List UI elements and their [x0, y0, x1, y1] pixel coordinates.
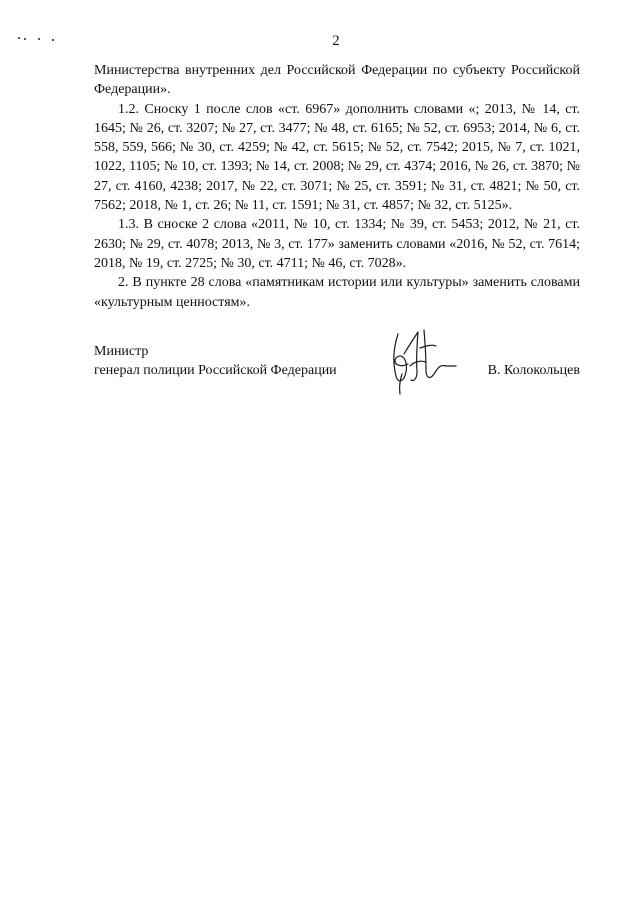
signatory-title: Министр	[94, 344, 149, 359]
paragraph-item-1-3: 1.3. В сноске 2 слова «2011, № 10, ст. 1334; № 39, ст. 5453; 2012, № 21, ст. 2630; № 29, ст. 4078; 2013, № 3, ст. 177» заменить словами «2016, № 52, ст. 7614; 2018, № 19, ст. 2725; № 30, ст. 4711; № 46, ст. 7028».	[94, 217, 580, 271]
page-number: 2	[332, 33, 340, 49]
signatory-rank: генерал полиции Российской Федерации	[94, 363, 337, 378]
signatory-name: В. Колокольцев	[487, 363, 580, 378]
handwritten-signature	[384, 324, 464, 396]
paragraph-item-1-2: 1.2. Сноску 1 после слов «ст. 6967» дополнить словами «; 2013, № 14, ст. 1645; № 26, ст. 3207; № 27, ст. 3477; № 48, ст. 6165; № 52, ст. 6953; 2014, № 6, ст. 558, 559, 566; № 30, ст. 4259; № 42, ст. 5615; № 52, ст. 7542; 2015, № 7, ст. 1021, 1022, 1105; № 10, ст. 1393; № 14, ст. 2008; № 29, ст. 4374; 2016, № 26, ст. 3870; № 27, ст. 4160, 4238; 2017, № 22, ст. 3071; № 25, ст. 3591; № 31, ст. 4821; № 50, ст. 7562; 2018, № 1, ст. 26; № 11, ст. 1591; № 31, ст. 4857; № 32, ст. 5125».	[94, 101, 580, 214]
paragraph-continuation: Министерства внутренних дел Российской Федерации по субъекту Российской Федерации».	[94, 63, 580, 98]
signature-block	[94, 342, 580, 392]
document-body	[94, 61, 580, 312]
paragraph-item-2: 2. В пункте 28 слова «памятникам истории или культуры» заменить словами «культурным ценностям».	[94, 275, 580, 310]
